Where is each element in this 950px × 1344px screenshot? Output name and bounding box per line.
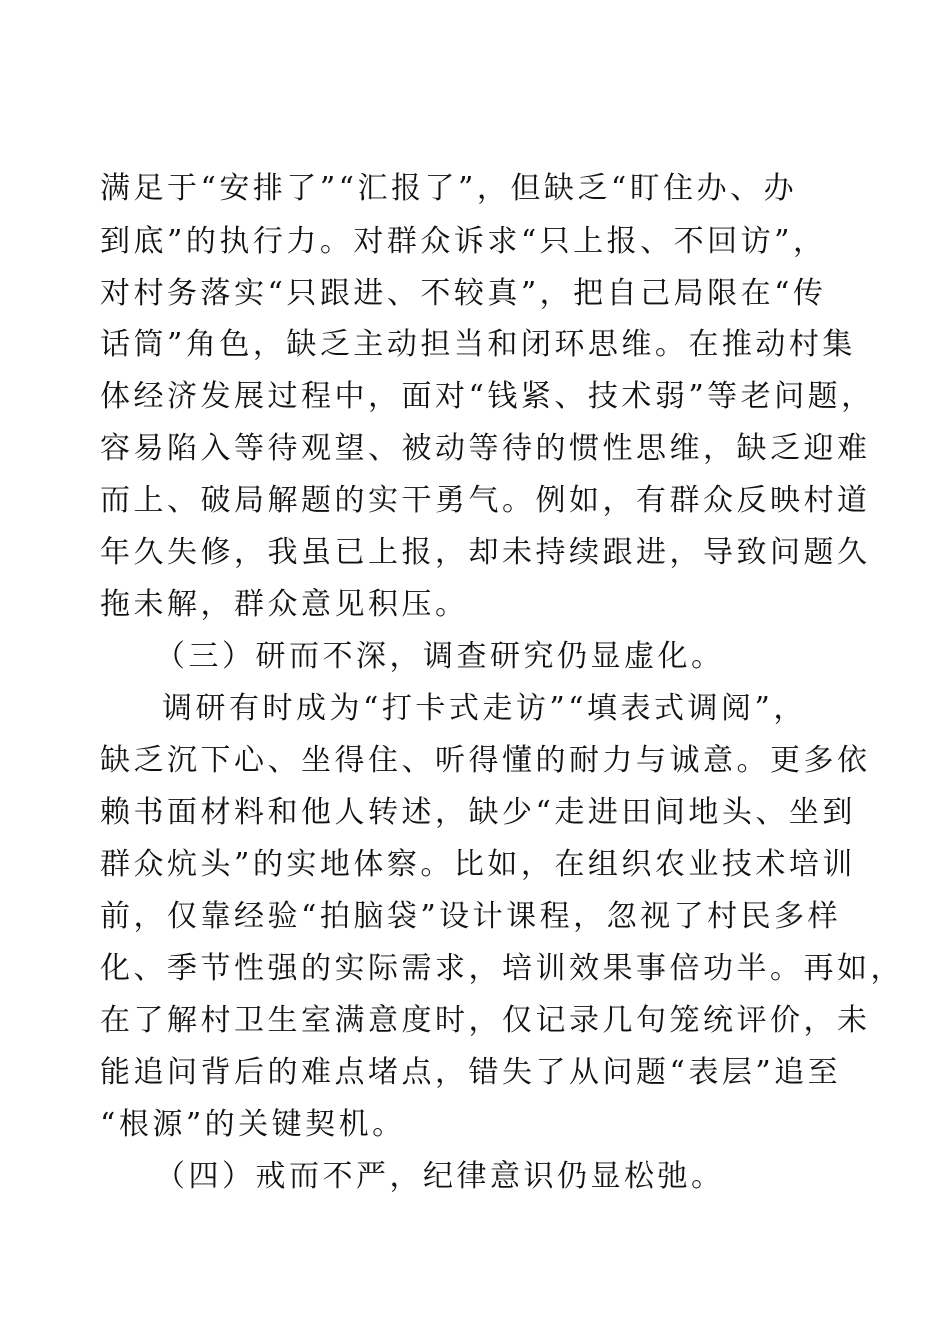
- text-line-12: 缺乏沉下心、坐得住、听得懂的耐力与诚意。更多依: [100, 743, 871, 778]
- section-heading-4: （四）戒而不严，纪律意识仍显松弛。: [155, 1159, 725, 1194]
- text-line-5: 体经济发展过程中，面对“钱紧、技术弱”等老问题，: [100, 379, 875, 414]
- text-line-15: 前，仅靠经验“拍脑袋”设计课程，忽视了村民多样: [100, 899, 842, 934]
- text-line-13: 赖书面材料和他人转述，缺少“走进田间地头、坐到: [100, 795, 856, 830]
- text-line-1: 满足于“安排了”“汇报了”，但缺乏“盯住办、办: [100, 171, 798, 206]
- text-line-11: 调研有时成为“打卡式走访”“填表式调阅”，: [162, 691, 807, 726]
- text-line-8: 年久失修，我虽已上报，却未持续跟进，导致问题久: [100, 535, 871, 570]
- text-line-2: 到底”的执行力。对群众诉求“只上报、不回访”，: [100, 224, 827, 259]
- text-line-3: 对村务落实“只跟进、不较真”，把自己局限在“传: [100, 276, 827, 311]
- text-line-18: 能追问背后的难点堵点，错失了从问题“表层”追至: [100, 1055, 842, 1090]
- text-line-16: 化、季节性强的实际需求，培训效果事倍功半。再如，: [100, 951, 904, 986]
- text-line-7: 而上、破局解题的实干勇气。例如，有群众反映村道: [100, 483, 871, 518]
- section-heading-3: （三）研而不深，调查研究仍显虚化。: [155, 639, 725, 674]
- text-line-6: 容易陷入等待观望、被动等待的惯性思维，缺乏迎难: [100, 431, 871, 466]
- text-line-17: 在了解村卫生室满意度时，仅记录几句笼统评价，未: [100, 1003, 871, 1038]
- text-line-19: “根源”的关键契机。: [100, 1107, 406, 1142]
- text-line-4: 话筒”角色，缺乏主动担当和闭环思维。在推动村集: [100, 327, 856, 362]
- text-line-9: 拖未解，群众意见积压。: [100, 587, 469, 622]
- text-line-14: 群众炕头”的实地体察。比如，在组织农业技术培训: [100, 847, 856, 882]
